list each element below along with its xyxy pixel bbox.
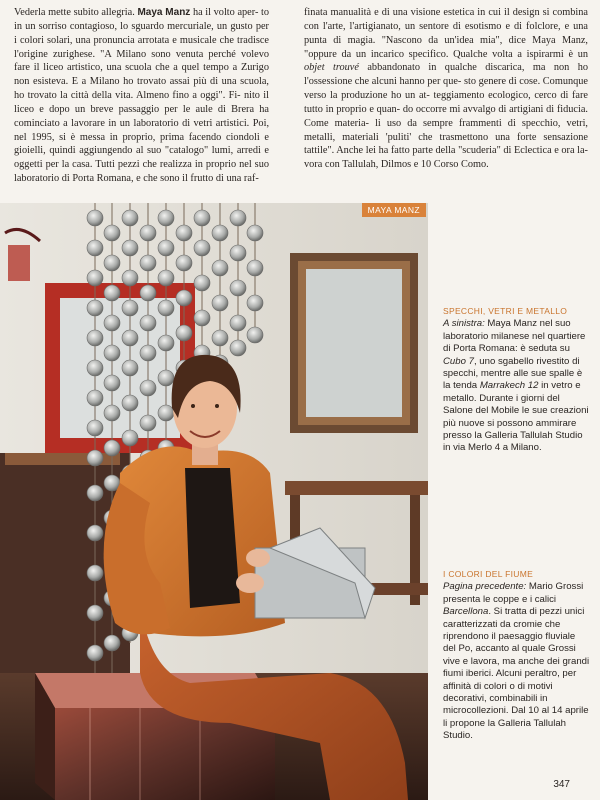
right-line-1: combina con l'arte, l'artigianato, un sentore di esotismo e di <box>304 7 588 32</box>
caption-colori <box>443 568 590 743</box>
caption-1-item-1: Cubo 7 <box>443 355 474 367</box>
left-line-9: ha cominciato a lavorare in un laboratorio di vetri artistici. <box>14 103 269 129</box>
caption-2-body-2: . Si tratta di pezzi unici caratterizzati da cromie che riprendono il paesaggio fluviale del Po, accanto al quale Grossi vive e lavora, ma anche dei grandi fiumi iberici. Alcuni peraltro, per affinità di colori o di motivi decorativi, combinabili in microcollezioni. Dal 10 al 14 aprile li propone la Galleria Tallulah Studio. <box>443 606 590 742</box>
left-line-0: Vederla mette subito allegria. <box>14 7 135 18</box>
right-line-4: volta a ispirarmi è un <box>492 48 589 60</box>
right-line-0: finata manualità e di una visione estetica in cui il design si <box>304 7 550 18</box>
left-line-3: per i colori solari, una pronuncia arrotata e musicale che <box>14 20 269 46</box>
article-column-right <box>304 6 588 172</box>
right-line-6: discarica, ma non ho l'ossessione che alcuni hanno per que- <box>304 62 588 88</box>
caption-2-lead: Pagina precedente: <box>443 581 527 593</box>
left-line-8: nito il liceo e dopo un breve passaggio per le aule di Brera <box>14 90 269 115</box>
right-line-10: li uso da sempre frammenti di specchio, vetri, metalli, materiali <box>304 117 588 143</box>
left-line-7: scuola, ho trovato la città della vita. Almeno fino a oggi". Fi- <box>14 76 270 102</box>
left-line-2: to in un sorriso contagioso, lo sguardo mercuriale, un gusto <box>14 7 270 32</box>
page-number: 347 <box>553 779 570 790</box>
right-line-13: vora con Tallulah, Dilmos e 10 Corso Como. <box>304 159 489 171</box>
left-line-5: volevo fare il liceo artistico, una scuola che a quel tempo a <box>14 48 269 74</box>
right-line-5: abbandonato in qualche <box>367 62 477 74</box>
caption-1-lead: A sinistra: <box>443 318 485 330</box>
caption-1-item-2: Marrakech 12 <box>479 380 539 392</box>
right-line-3: dice Maya Manz, "oppure da un incarico specifico. Qualche <box>304 34 588 60</box>
article-column-left <box>14 6 269 186</box>
caption-2-body: Mario Grossi presenta le coppe e i calici <box>443 581 584 605</box>
left-line-6: Zurigo non esisteva. E a Milano ho trovato assai più di una <box>14 62 269 88</box>
right-line-8: teggiamento ecologico, cerco di fare tutto in proprio e quan- <box>304 90 588 115</box>
right-line-11: 'puliti' che trasmettono una forte sensazione tattile". <box>304 131 588 157</box>
right-line-7: sto genere di cose. Comunque verso la produzione ho un at- <box>304 76 588 102</box>
caption-1-body: Maya Manz nel suo laboratorio milanese nel quartiere di Porta Romana: è seduta su <box>443 318 586 355</box>
left-line-10: Poi, nel 1995, si è messa in proprio, prima facendo ciondoli e <box>14 117 270 143</box>
left-line-4: tradisce l'origine zurighese. "A Milano sono venuta perché <box>14 34 269 60</box>
caption-2-item-1: Barcellona <box>443 606 489 618</box>
caption-1-body-2: , uno sgabello rivestito di specchi, mentre alle sue spalle è la tenda <box>443 355 583 392</box>
right-line-12: Anche lei ha fatto parte della "scuderia" di Eclectica e ora la- <box>336 145 588 157</box>
objet-trouve: objet trouvé <box>304 62 359 74</box>
right-line-2: folclore, e una punta di magia. "Nascono da un'idea mia", <box>304 20 588 46</box>
studio-photo <box>0 203 428 800</box>
article-paragraph-right <box>304 6 588 172</box>
left-line-13: laboratorio di Porta Romana, e che sono il frutto di una raf- <box>14 173 259 185</box>
left-line-11: gioielli, quindi aggiungendo al suo "catalogo" lumi, arredi e <box>14 145 269 157</box>
studio-photo-illustration <box>0 203 428 800</box>
caption-2-title: I COLORI DEL FIUME <box>443 569 534 579</box>
left-line-12: oggetti per la casa. Tutti pezzi che realizza in proprio nel suo <box>14 159 269 171</box>
photo-label: MAYA MANZ <box>362 203 426 217</box>
caption-1-body-3: in vetro e metallo. Durante i giorni del Salone del Mobile le sue creazioni più nuove si possono ammirare presso la Galleria Tallulah Studio in via Merlo 4 a Milano. <box>443 380 589 454</box>
subject-name: Maya Manz <box>137 7 191 18</box>
right-line-9: do occorre mi avvalgo di artigiani di fiducia. Come materia- <box>304 103 589 129</box>
left-line-1: ha il volto aper- <box>192 7 259 18</box>
article-paragraph-left <box>14 6 269 186</box>
caption-specchi <box>443 305 590 455</box>
caption-1-title: SPECCHI, VETRI E METALLO <box>443 306 568 316</box>
